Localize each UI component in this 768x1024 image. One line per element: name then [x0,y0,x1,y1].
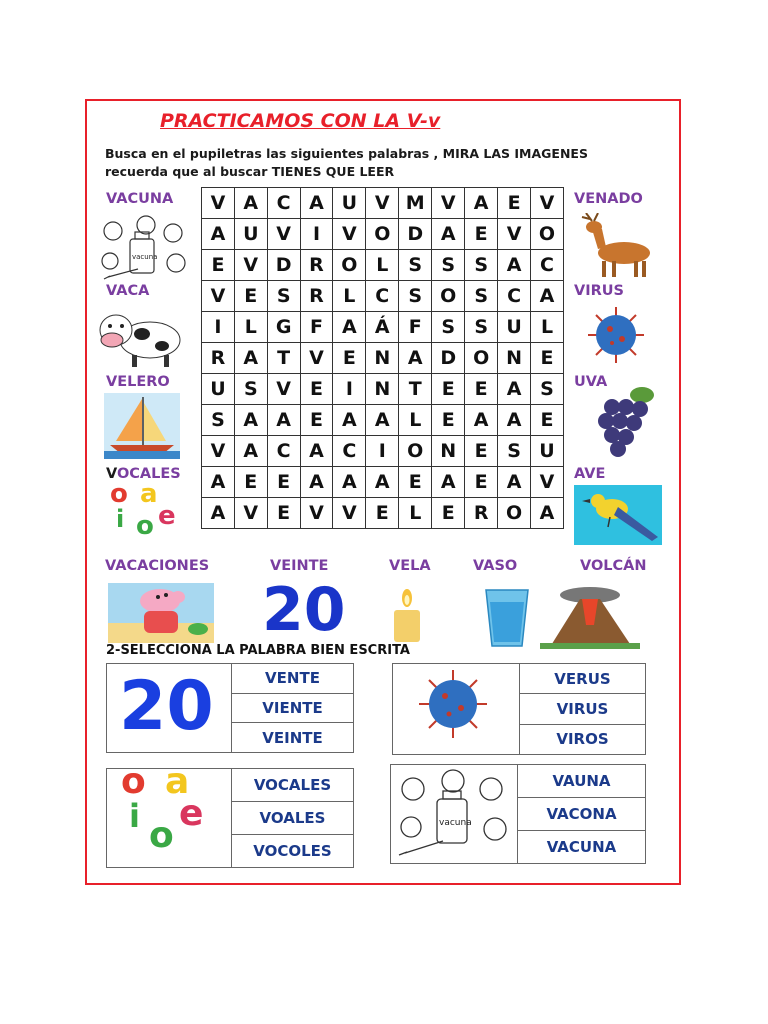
vaccine-image [98,213,188,285]
grid-cell[interactable]: T [267,343,300,374]
option-viente[interactable]: VIENTE [232,693,354,723]
grid-cell[interactable]: A [300,188,333,219]
page-title: PRACTICAMOS CON LA V-v [160,110,441,132]
grid-cell[interactable]: E [465,219,498,250]
grid-cell[interactable]: A [465,188,498,219]
grid-cell[interactable]: A [333,405,366,436]
vowel-o-2: o [136,511,154,541]
box-vowels-image [117,761,217,865]
select-box-vacuna [390,764,646,864]
grid-cell[interactable]: R [300,250,333,281]
grid-cell[interactable]: A [498,374,531,405]
grid-cell[interactable]: C [531,250,564,281]
grid-cell[interactable]: S [267,281,300,312]
grid-cell[interactable]: E [202,250,235,281]
grid-cell[interactable]: N [432,436,465,467]
grid-cell[interactable]: O [465,343,498,374]
grid-row [202,343,564,374]
label-vela: VELA [389,558,431,574]
cow-image [92,300,184,370]
grid-cell[interactable]: R [202,343,235,374]
label-vocales-first: V [106,466,117,482]
box-vowel-o-2: o [149,815,174,856]
grid-cell[interactable]: U [531,436,564,467]
grid-cell[interactable]: S [432,250,465,281]
grid-cell[interactable]: L [366,250,399,281]
label-virus: VIRUS [574,283,624,299]
grid-cell[interactable]: T [399,374,432,405]
grid-cell[interactable]: V [498,219,531,250]
grid-cell[interactable]: D [432,343,465,374]
grid-cell[interactable]: A [300,467,333,498]
peppa-pig-image [108,583,214,643]
grid-cell[interactable]: V [234,250,267,281]
grid-cell[interactable]: S [399,281,432,312]
grid-cell[interactable]: L [333,281,366,312]
option-vauna[interactable]: VAUNA [518,765,646,798]
box-vowel-i: i [129,797,140,835]
grid-cell[interactable]: L [531,312,564,343]
grid-cell[interactable]: S [432,312,465,343]
grid-cell[interactable]: S [234,374,267,405]
grid-cell[interactable]: N [498,343,531,374]
grid-cell[interactable]: V [366,188,399,219]
vowel-e: e [158,501,176,531]
label-vacaciones: VACACIONES [105,558,210,574]
grid-row [202,405,564,436]
grid-cell[interactable]: E [531,405,564,436]
grid-cell[interactable]: A [234,343,267,374]
box-vowel-a: a [165,761,190,802]
grid-cell[interactable]: A [333,467,366,498]
grid-row [202,219,564,250]
grid-cell[interactable]: V [202,281,235,312]
grid-cell[interactable]: R [465,498,498,529]
grid-cell[interactable]: C [366,281,399,312]
grid-cell[interactable]: I [300,219,333,250]
grid-cell[interactable]: O [399,436,432,467]
grid-cell[interactable]: E [432,498,465,529]
grid-row [202,312,564,343]
option-vacona[interactable]: VACONA [518,798,646,831]
box-twenty-number: 20 [119,667,214,746]
bird-image [574,485,662,545]
option-viros[interactable]: VIROS [520,724,646,754]
grid-cell[interactable]: C [498,281,531,312]
grid-cell[interactable]: E [531,343,564,374]
twenty-number: 20 [262,575,346,645]
glass-image [482,588,532,648]
grid-cell[interactable]: N [366,374,399,405]
volcano-image [540,585,640,649]
grid-cell[interactable]: O [366,219,399,250]
grid-cell[interactable]: A [366,467,399,498]
label-venado: VENADO [574,191,643,207]
grid-row [202,188,564,219]
grid-cell[interactable]: A [498,405,531,436]
grid-cell[interactable]: E [234,467,267,498]
grapes-image [592,383,662,463]
label-vocales-rest: OCALES [116,466,181,482]
box-vaccine-text: vacuna [439,818,472,828]
grid-row [202,436,564,467]
grid-cell[interactable]: V [300,498,333,529]
grid-cell[interactable]: V [300,343,333,374]
grid-row [202,250,564,281]
box-vowel-e: e [179,793,204,834]
grid-cell[interactable]: A [300,436,333,467]
option-virus[interactable]: VIRUS [520,694,646,724]
label-volcan: VOLCÁN [580,558,647,574]
grid-cell[interactable]: E [333,343,366,374]
grid-cell[interactable]: S [465,281,498,312]
option-vocales[interactable]: VOCALES [232,769,354,802]
instructions [105,145,588,181]
grid-cell[interactable]: E [465,436,498,467]
label-uva: UVA [574,374,608,390]
option-vocoles[interactable]: VOCOLES [232,835,354,868]
grid-row [202,498,564,529]
grid-cell[interactable]: S [202,405,235,436]
deer-image [578,213,660,281]
option-verus[interactable]: VERUS [520,664,646,694]
grid-cell[interactable]: F [399,312,432,343]
grid-cell[interactable]: V [333,219,366,250]
grid-cell[interactable]: U [234,219,267,250]
grid-cell[interactable]: E [267,467,300,498]
grid-cell[interactable]: V [234,498,267,529]
vowel-i: i [116,505,125,533]
option-vente[interactable]: VENTE [232,664,354,694]
grid-cell[interactable]: A [202,498,235,529]
option-vacuna[interactable]: VACUNA [518,831,646,864]
grid-cell[interactable]: I [333,374,366,405]
grid-cell[interactable]: A [531,281,564,312]
sailboat-image [104,393,180,459]
grid-cell[interactable]: E [498,188,531,219]
label-velero: VELERO [106,374,170,390]
grid-cell[interactable]: E [399,467,432,498]
grid-cell[interactable]: A [399,343,432,374]
grid-cell[interactable]: O [531,219,564,250]
grid-cell[interactable]: U [333,188,366,219]
grid-cell[interactable]: V [531,188,564,219]
grid-cell[interactable]: A [234,405,267,436]
grid-cell[interactable]: A [234,188,267,219]
grid-cell[interactable]: L [399,405,432,436]
grid-cell[interactable]: F [300,312,333,343]
grid-cell[interactable]: S [465,250,498,281]
grid-cell[interactable]: O [498,498,531,529]
grid-cell[interactable]: A [432,219,465,250]
grid-cell[interactable]: E [432,374,465,405]
label-vacuna: VACUNA [106,191,174,207]
grid-cell[interactable]: U [498,312,531,343]
grid-row [202,467,564,498]
box-vowel-o: o [121,761,146,802]
grid-cell[interactable]: V [531,467,564,498]
grid-cell[interactable]: M [399,188,432,219]
grid-cell[interactable]: V [267,219,300,250]
instructions-line-1: Busca en el pupiletras las siguientes palabras , MIRA LAS IMAGENES [105,146,588,161]
grid-cell[interactable]: D [399,219,432,250]
box-vaccine-image [397,767,509,861]
vowels-image [106,479,184,541]
grid-cell[interactable]: V [202,436,235,467]
grid-cell[interactable]: E [300,374,333,405]
grid-cell[interactable]: C [267,188,300,219]
select-box-vocales [106,761,354,868]
grid-cell[interactable]: A [366,405,399,436]
grid-cell[interactable]: A [333,312,366,343]
grid-cell[interactable]: V [267,374,300,405]
grid-row [202,281,564,312]
grid-cell[interactable]: A [498,467,531,498]
vowel-a: a [140,479,158,509]
grid-cell[interactable]: A [202,219,235,250]
grid-cell[interactable]: E [465,374,498,405]
grid-cell[interactable]: L [234,312,267,343]
grid-cell[interactable]: A [234,436,267,467]
select-box-virus [392,663,646,755]
select-box-veinte [106,663,354,753]
grid-cell[interactable]: S [498,436,531,467]
virus-image [584,305,648,365]
grid-cell[interactable]: D [267,250,300,281]
word-search-grid [201,187,564,529]
vaccine-text: vacuna [132,253,158,261]
grid-cell[interactable]: A [202,467,235,498]
label-vaca: VACA [106,283,150,299]
option-voales[interactable]: VOALES [232,802,354,835]
grid-cell[interactable]: O [432,281,465,312]
box-virus-image [415,668,491,740]
grid-cell[interactable]: E [432,405,465,436]
grid-cell[interactable]: S [465,312,498,343]
box-vacuna-image-cell [391,765,518,864]
grid-cell[interactable]: U [202,374,235,405]
grid-cell[interactable]: E [300,405,333,436]
section-2-title: 2-SELECCIONA LA PALABRA BIEN ESCRITA [106,643,410,658]
grid-cell[interactable]: O [333,250,366,281]
grid-cell[interactable]: E [366,498,399,529]
box-vocales-image-cell [107,761,232,868]
label-veinte: VEINTE [270,558,329,574]
candle-image [388,588,426,644]
grid-cell[interactable]: A [267,405,300,436]
box-virus-image-cell [393,664,520,755]
label-vaso: VASO [473,558,518,574]
grid-cell[interactable]: E [267,498,300,529]
grid-cell[interactable]: E [234,281,267,312]
grid-cell[interactable]: C [267,436,300,467]
grid-cell[interactable]: G [267,312,300,343]
vowel-o: o [110,479,128,509]
grid-cell[interactable]: I [366,436,399,467]
grid-cell[interactable]: A [432,467,465,498]
grid-cell[interactable]: I [202,312,235,343]
grid-cell[interactable]: S [531,374,564,405]
grid-cell[interactable]: S [399,250,432,281]
label-ave: AVE [574,466,606,482]
option-veinte[interactable]: VEINTE [232,723,354,753]
grid-cell[interactable]: E [465,467,498,498]
grid-cell[interactable]: V [333,498,366,529]
grid-cell[interactable]: V [432,188,465,219]
grid-cell[interactable]: L [399,498,432,529]
grid-cell[interactable]: C [333,436,366,467]
instructions-line-2: recuerda que al buscar TIENES QUE LEER [105,164,395,179]
grid-cell[interactable]: R [300,281,333,312]
grid-cell[interactable]: A [465,405,498,436]
grid-cell[interactable]: N [366,343,399,374]
grid-cell[interactable]: A [531,498,564,529]
grid-cell[interactable]: Á [366,312,399,343]
grid-cell[interactable]: A [498,250,531,281]
grid-cell[interactable]: V [202,188,235,219]
box-veinte-image-cell [107,664,232,753]
grid-row [202,374,564,405]
